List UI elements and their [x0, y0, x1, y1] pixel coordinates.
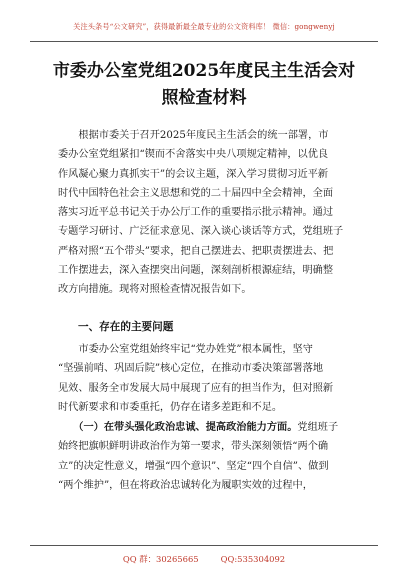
section-line: 时代新要求和市委重托，仍存在诸多差距和不足。 — [58, 401, 283, 413]
section-paragraph — [58, 340, 354, 417]
intro-paragraph — [58, 126, 354, 300]
item-one-line: 立”的决定性意义，增强“四个意识”、坚定“四个自信”、做到 — [58, 460, 329, 472]
header-divider — [30, 41, 378, 42]
intro-line: 落实习近平总书记关于办公厅工作的重要指示批示精神。通过 — [58, 207, 334, 219]
section-line: 见效、服务全市发展大局中展现了应有的担当作为，但对照新 — [58, 382, 334, 394]
intro-line: 委办公室党组紧扣“锲而不舍落实中央八项规定精神，以优良 — [58, 149, 329, 161]
item-one-bold-lead: （一）在带头强化政治忠诚、提高政治能力方面。 — [78, 421, 298, 433]
footer-qq-group: QQ 群：30265665 — [122, 554, 199, 564]
item-one-paragraph — [58, 418, 354, 495]
section-line: “坚强前哨、巩固后院”核心定位，在推动市委决策部署落地 — [58, 363, 324, 375]
item-one-first-line — [58, 418, 354, 437]
footer-qq-number: QQ:535304092 — [220, 554, 286, 564]
footer-divider — [30, 545, 378, 546]
item-one-lead-rest: 党组班子 — [297, 422, 339, 433]
intro-line: 时代中国特色社会主义思想和党的二十届四中全会精神，全面 — [58, 187, 334, 199]
section-heading-problems: 一、存在的主要问题 — [78, 321, 174, 333]
document-title — [40, 58, 368, 112]
header-promo-text: 关注头条号“公文研究”，获得最新最全最专业的公文资料库！ 微信：gongwenyj — [73, 22, 335, 31]
intro-line: 专题学习研讨、广泛征求意见、深入谈心谈话等方式，党组班子 — [58, 226, 344, 238]
title-line-1: 市委办公室党组2025年度民主生活会对 — [52, 61, 356, 81]
section-line: 市委办公室党组始终牢记“党办姓党”根本属性，坚守 — [78, 344, 313, 355]
item-one-line: “两个维护”，但在将政治忠诚转化为履职实效的过程中， — [58, 479, 313, 491]
intro-line: 工作摆进去，深入查摆突出问题，深刻剖析根源症结，明确整 — [58, 265, 334, 277]
title-line-2: 照检查材料 — [161, 88, 247, 108]
intro-line: 改方向措施。现将对照检查情况报告如下。 — [58, 284, 252, 296]
intro-line: 严格对照“五个带头”要求，把自己摆进去、把职责摆进去、把 — [58, 245, 334, 257]
intro-line: 作风凝心聚力真抓实干”的会议主题，深入学习贯彻习近平新 — [58, 168, 329, 180]
intro-line: 根据市委关于召开2025年度民主生活会的统一部署，市 — [78, 130, 329, 141]
item-one-line: 始终把旗帜鲜明讲政治作为第一要求，带头深刻领悟“两个确 — [58, 441, 329, 453]
footer-contact — [0, 553, 408, 565]
